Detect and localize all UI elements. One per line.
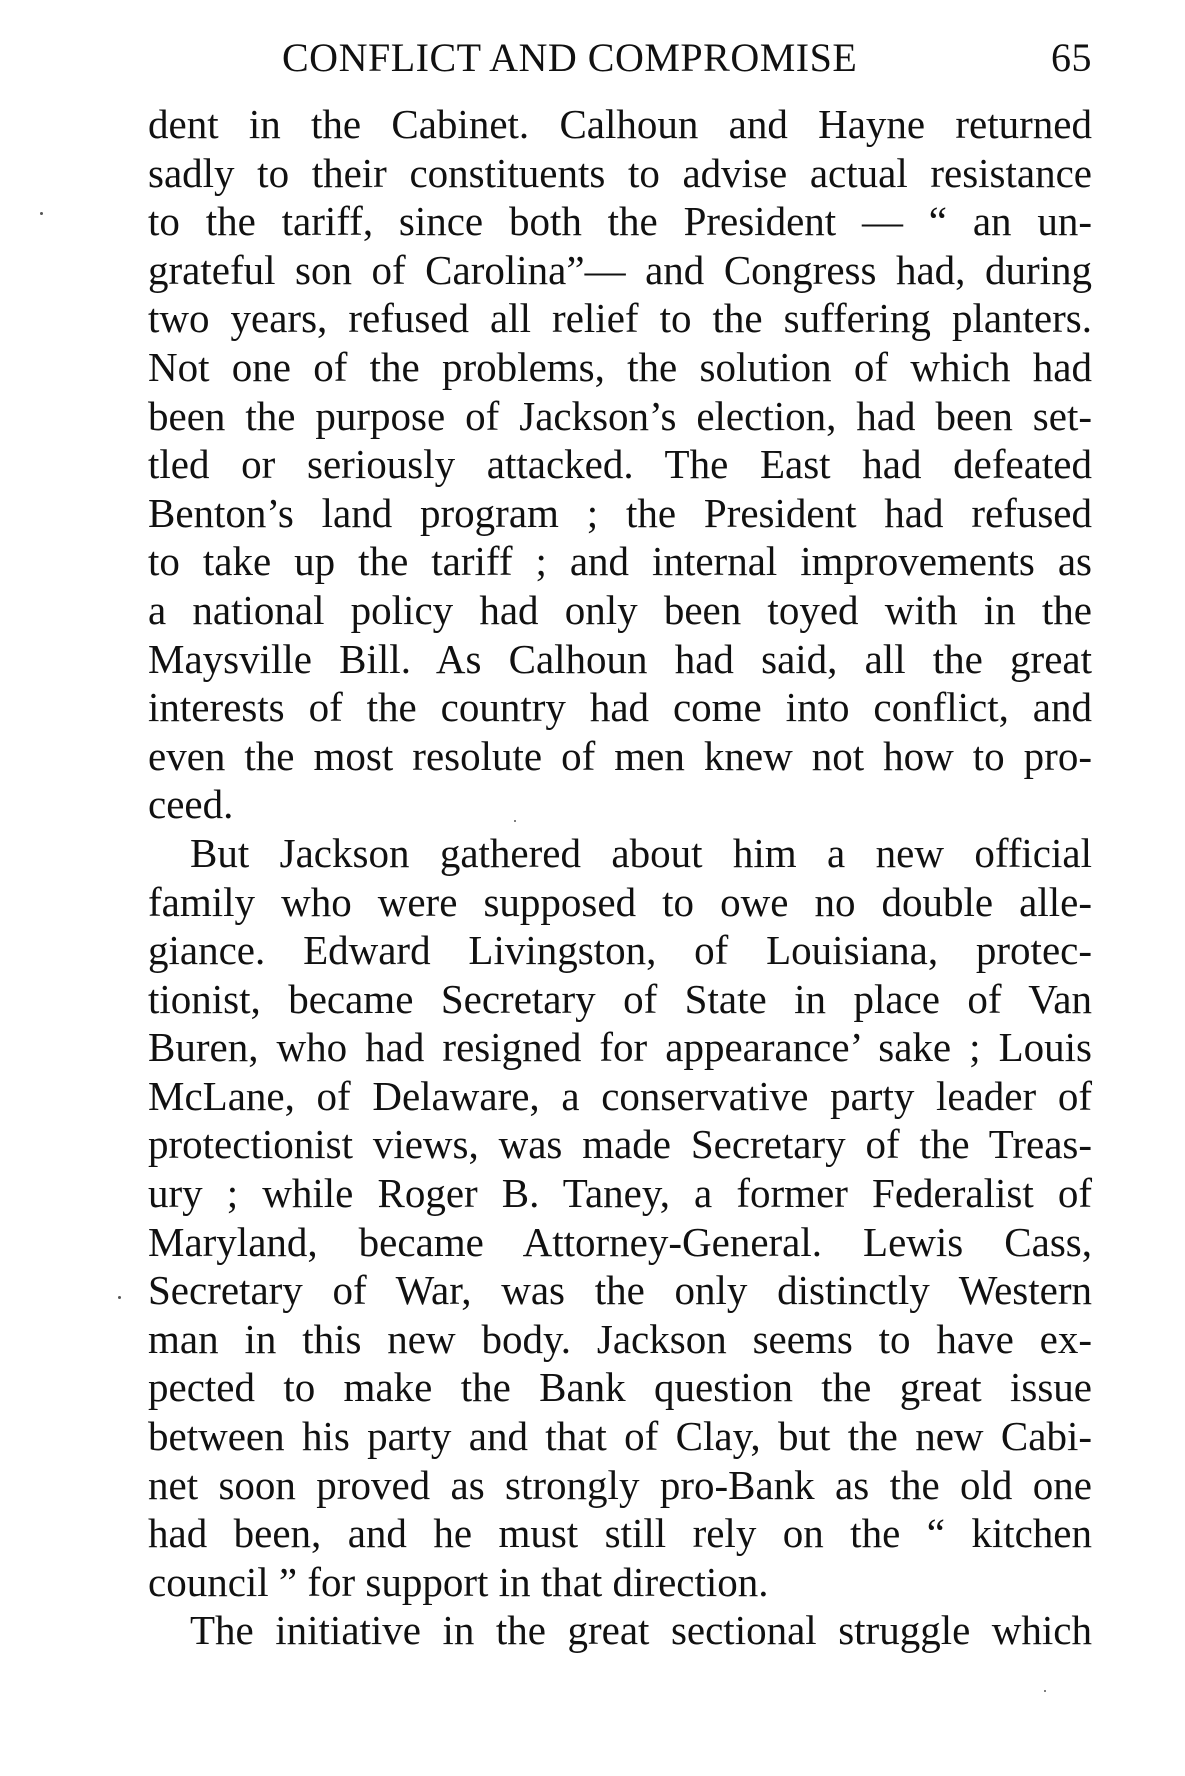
text-line: tionist, became Secretary of State in place of Van: [148, 975, 1092, 1022]
page-number: 65: [1051, 35, 1092, 80]
scan-speck: [514, 820, 516, 822]
text-line: Secretary of War, was the only distinctly Western: [148, 1267, 1092, 1314]
text-line: ury ; while Roger B. Taney, a former Federalist of: [148, 1170, 1092, 1217]
text-line: interests of the country had come into conflict, and: [148, 684, 1092, 731]
text-line: family who were supposed to owe no double alle-: [148, 878, 1092, 925]
text-line: But Jackson gathered about him a new official: [190, 829, 1092, 876]
text-line: tled or seriously attacked. The East had defeated: [148, 441, 1092, 488]
text-line: protectionist views, was made Secretary of the Treas-: [148, 1121, 1092, 1168]
text-line: even the most resolute of men knew not how to pro-: [148, 732, 1092, 779]
running-head: [282, 30, 1092, 86]
text-line: McLane, of Delaware, a conservative party leader of: [148, 1072, 1092, 1119]
text-line: sadly to their constituents to advise actual resistance: [148, 149, 1092, 196]
text-line: giance. Edward Livingston, of Louisiana, protec-: [148, 927, 1092, 974]
text-line: council ” for support in that direction.: [148, 1558, 769, 1605]
text-line: Buren, who had resigned for appearance’ sake ; Louis: [148, 1024, 1092, 1071]
body-text: [148, 100, 1092, 1655]
scan-speck: [1044, 1690, 1046, 1692]
text-line: to take up the tariff ; and internal improvements as: [148, 538, 1092, 585]
text-line: to the tariff, since both the President — “ an un-: [148, 198, 1092, 245]
text-line: Benton’s land program ; the President had refused: [148, 489, 1092, 536]
text-line: grateful son of Carolina”— and Congress had, during: [148, 246, 1092, 293]
text-line: Maysville Bill. As Calhoun had said, all the great: [148, 635, 1092, 682]
text-line: between his party and that of Clay, but the new Cabi-: [148, 1413, 1092, 1460]
text-line: net soon proved as strongly pro-Bank as the old one: [148, 1461, 1092, 1508]
text-line: been the purpose of Jackson’s election, had been set-: [148, 392, 1092, 439]
text-line: ceed.: [148, 781, 234, 828]
text-line: The initiative in the great sectional struggle which: [190, 1607, 1092, 1654]
text-line: two years, refused all relief to the suffering planters.: [148, 295, 1092, 342]
text-line: Not one of the problems, the solution of which had: [148, 343, 1092, 390]
text-line: had been, and he must still rely on the “ kitchen: [148, 1510, 1092, 1557]
running-title: CONFLICT AND COMPROMISE: [282, 35, 858, 80]
text-line: Maryland, became Attorney-General. Lewis Cass,: [148, 1218, 1092, 1265]
text-line: pected to make the Bank question the great issue: [148, 1364, 1092, 1411]
text-line: man in this new body. Jackson seems to have ex-: [148, 1315, 1092, 1362]
text-line: a national policy had only been toyed with in the: [148, 586, 1092, 633]
scan-speck: [118, 1296, 121, 1299]
scan-speck: [40, 212, 43, 215]
text-line: dent in the Cabinet. Calhoun and Hayne returned: [148, 101, 1092, 147]
